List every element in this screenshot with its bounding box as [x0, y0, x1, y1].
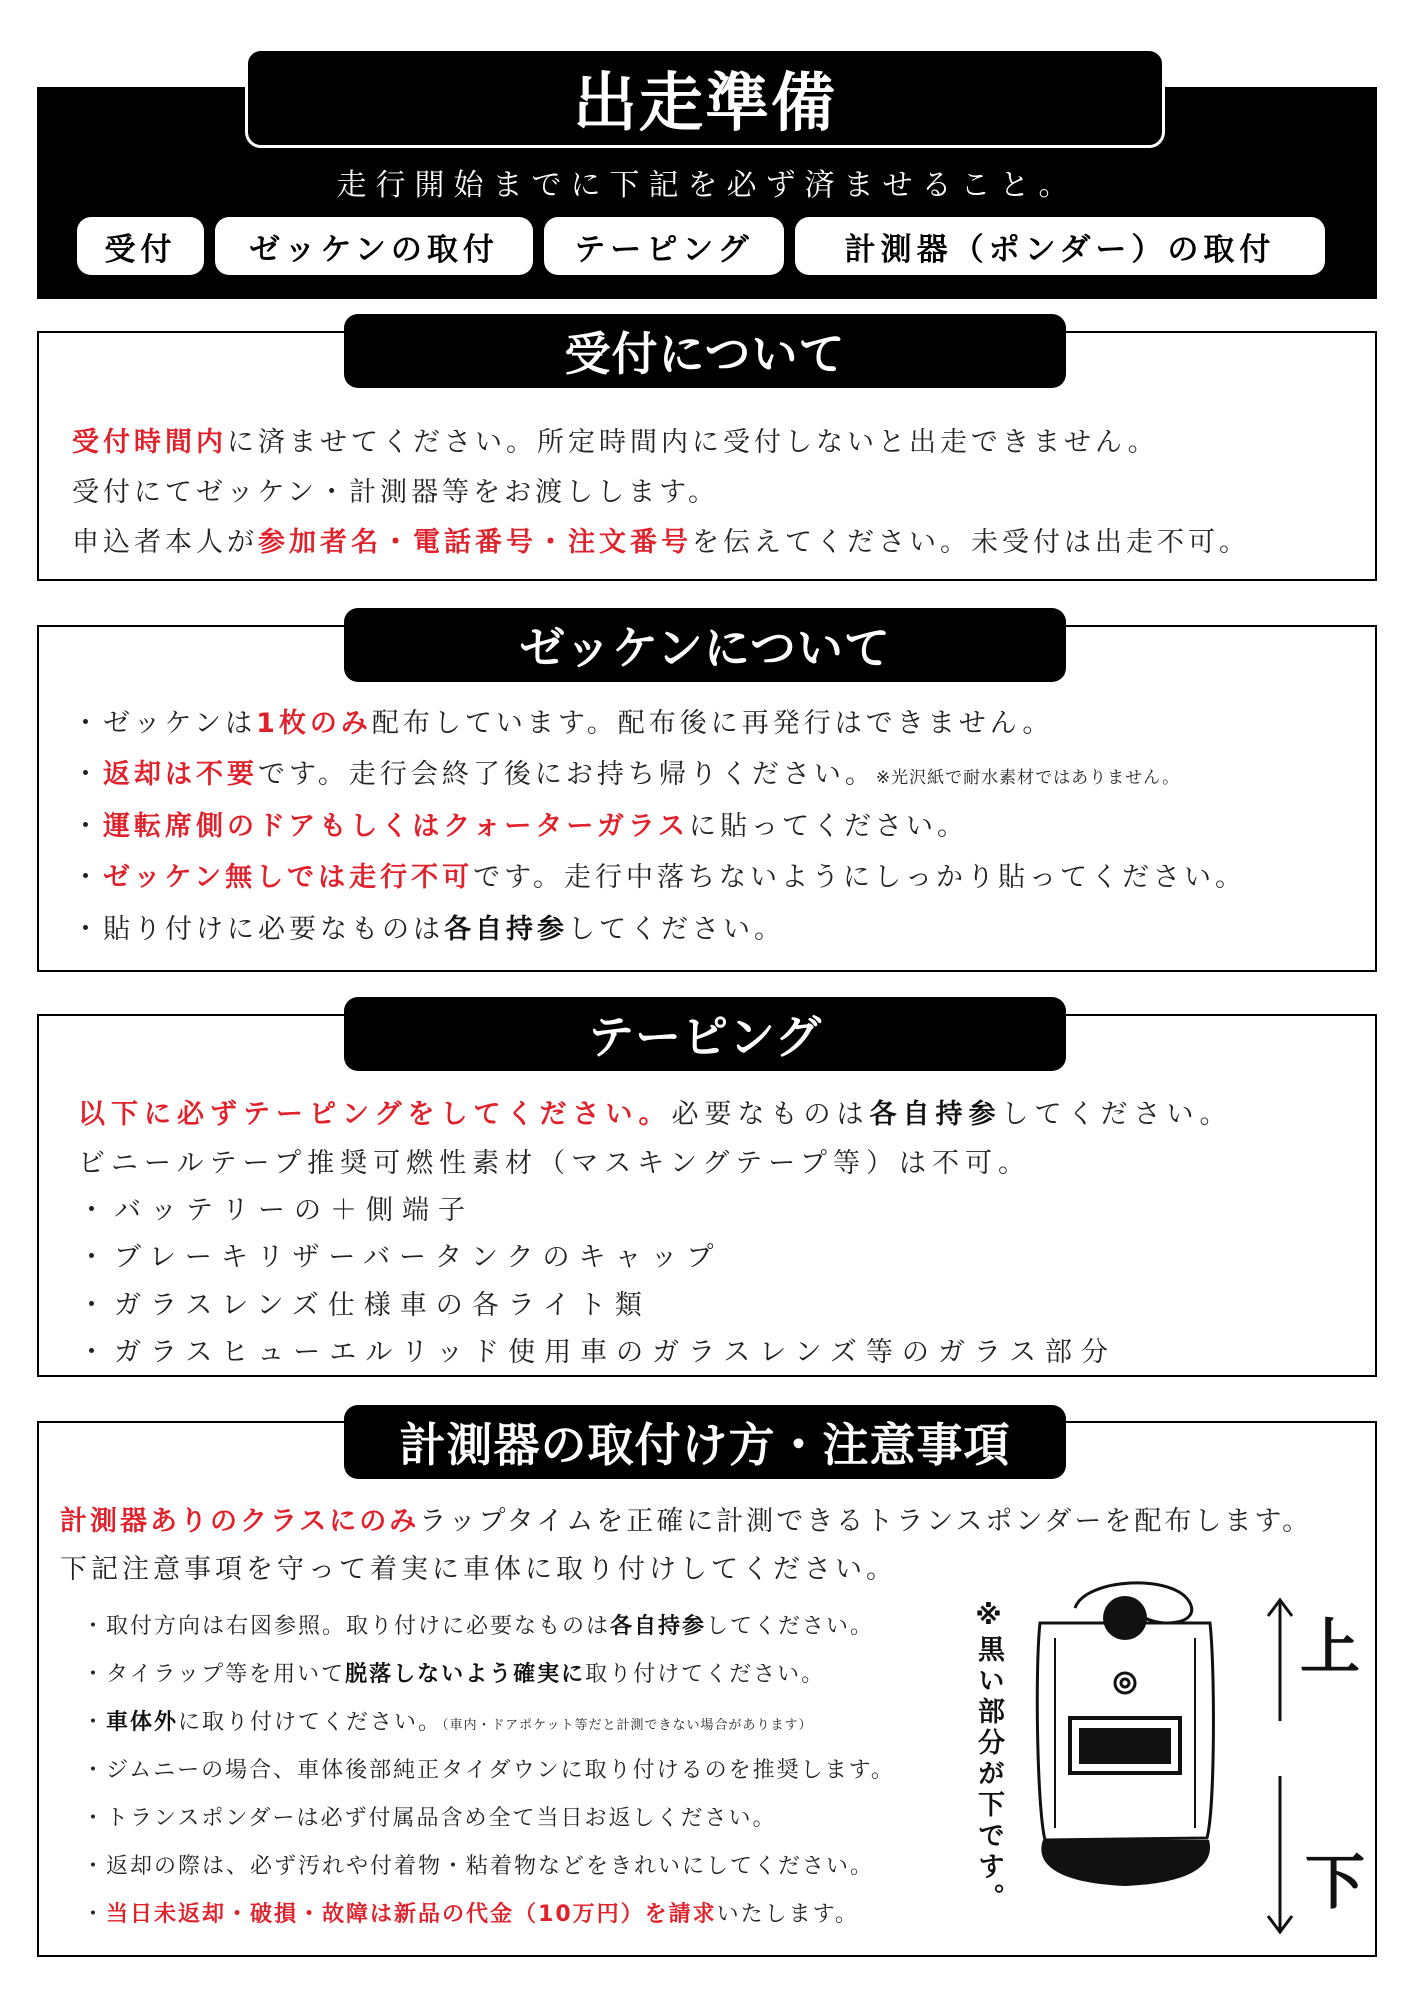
- reception-line-2: 受付にてゼッケン・計測器等をお渡しします。: [72, 477, 719, 508]
- chip-bib: ゼッケンの取付: [215, 217, 533, 275]
- taping-line-2: ビニールテープ推奨可燃性素材（マスキングテープ等）は不可。: [78, 1148, 1031, 1179]
- transponder-line-2: 下記注意事項を守って着実に車体に取り付けしてください。: [60, 1554, 897, 1585]
- down-label: 下: [1305, 1848, 1365, 1918]
- taping-item-2: ・ブレーキリザーバータンクのキャップ: [78, 1242, 723, 1273]
- section-taping-title: テーピング: [344, 997, 1066, 1071]
- transponder-knob: [1103, 1596, 1147, 1640]
- bib-note: ※光沢紙で耐水素材ではありません。: [875, 768, 1181, 788]
- taping-item-4: ・ガラスヒューエルリッド使用車のガラスレンズ等のガラス部分: [78, 1337, 1118, 1368]
- chip-reception: 受付: [77, 217, 204, 275]
- section-transponder-title: 計測器の取付け方・注意事項: [344, 1405, 1066, 1479]
- section-reception-title: 受付について: [344, 314, 1066, 388]
- reception-line-1: 受付時間内に済ませてください。所定時間内に受付しないと出走できません。: [72, 427, 1159, 458]
- transponder-illustration: [1015, 1578, 1245, 1898]
- direction-arrows: [1265, 1596, 1295, 1936]
- up-label: 上: [1300, 1613, 1360, 1683]
- reception-line-3: 申込者本人が参加者名・電話番号・注文番号を伝えてください。未受付は出走不可。: [72, 527, 1250, 558]
- transponder-bullet-2: ・タイラップ等を用いて脱落しないよう確実に取り付けてください。: [82, 1662, 826, 1687]
- page-subtitle: 走行開始までに下記を必ず済ませること。: [336, 168, 1078, 203]
- bib-line-3: ・運転席側のドアもしくはクォーターガラスに貼ってください。: [72, 811, 969, 842]
- transponder-window: [1079, 1728, 1171, 1764]
- page-title-box: [245, 48, 1165, 148]
- chip-taping: テーピング: [544, 217, 784, 275]
- taping-item-1: ・バッテリーの＋側端子: [78, 1195, 474, 1226]
- transponder-bottom: [1041, 1840, 1210, 1886]
- bib-line-2: ・返却は不要です。走行会終了後にお持ち帰りください。※光沢紙で耐水素材ではありません。: [72, 759, 1181, 790]
- taping-line-1: 以下に必ずテーピングをしてください。必要なものは各自持参してください。: [78, 1099, 1233, 1130]
- figure-note: ※黒い部分が下です。: [973, 1600, 1004, 1914]
- page-title: 出走準備: [573, 67, 837, 141]
- transponder-bullet-7: ・当日未返却・破損・故障は新品の代金（10万円）を請求いたします。: [82, 1902, 859, 1927]
- bib-line-1: ・ゼッケンは1枚のみ配布しています。配布後に再発行はできません。: [72, 708, 1054, 739]
- reception-info-highlight: 参加者名・電話番号・注文番号: [258, 527, 692, 558]
- transponder-bullet-6: ・返却の際は、必ず汚れや付着物・粘着物などをきれいにしてください。: [82, 1854, 875, 1879]
- chip-transponder: 計測器（ポンダー）の取付: [795, 217, 1325, 275]
- bib-line-5: ・貼り付けに必要なものは各自持参してください。: [72, 914, 785, 945]
- bib-line-4: ・ゼッケン無しでは走行不可です。走行中落ちないようにしっかり貼ってください。: [72, 862, 1246, 893]
- transponder-bullet-5: ・トランスポンダーは必ず付属品含め全て当日お返しください。: [82, 1806, 777, 1831]
- transponder-bullet-1: ・取付方向は右図参照。取り付けに必要なものは各自持参してください。: [82, 1614, 875, 1639]
- transponder-line-1: 計測器ありのクラスにのみラップタイムを正確に計測できるトランスポンダーを配布します。: [60, 1506, 1313, 1537]
- transponder-bullet-4: ・ジムニーの場合、車体後部純正タイダウンに取り付けるのを推奨します。: [82, 1758, 895, 1783]
- reception-time-highlight: 受付時間内: [72, 427, 227, 458]
- transponder-bullet-3: ・車体外に取り付けてください。（車内・ドアポケット等だと計測できない場合があります）: [82, 1710, 813, 1735]
- section-bib-title: ゼッケンについて: [344, 608, 1066, 682]
- taping-item-3: ・ガラスレンズ仕様車の各ライト類: [78, 1290, 651, 1321]
